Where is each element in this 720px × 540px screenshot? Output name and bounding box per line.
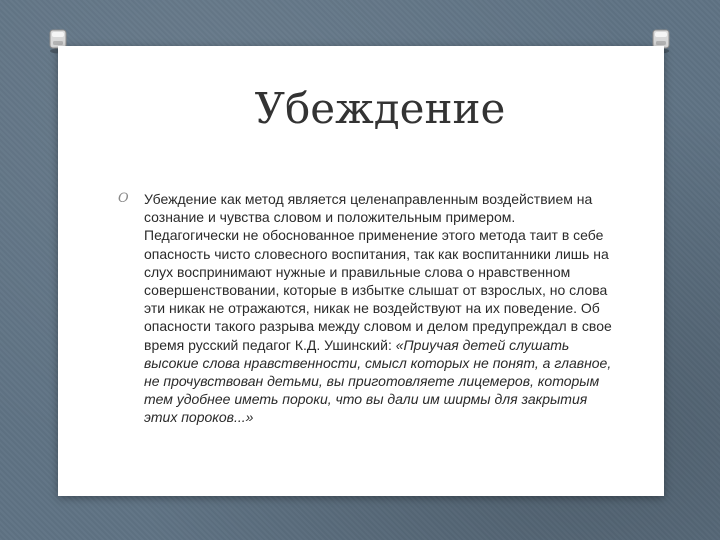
body-text: Убеждение как метод является целенаправленным воздействием на сознание и чувства словом и положительным примером. Педагогически не обоснованное применение этого метода таит в себе опасность чисто словесного воспитания, так как воспитанники лишь на слух воспринимают нужные и правильные слова о нравственном совершенствовании, которые в избытке слышат от взрослых, но слова эти никак не отражаются, никак не воздействуют на их поведение. Об опасности такого разрыва между словом и делом предупреждал в свое время русский педагог К.Д. Ушинский: bbox=[144, 191, 612, 353]
slide-title: Убеждение bbox=[254, 84, 506, 133]
bullet-text bbox=[144, 190, 614, 427]
bullet-marker-icon: O bbox=[118, 191, 129, 206]
quote-text: «Приучая детей слушать высокие слова нравственности, смысл которых не понят, а главное, не прочувствован детьми, вы приготовляете лицемеров, которым тем удобнее иметь пороки, что вы дали им ширмы для закрытия этих пороков...» bbox=[144, 336, 612, 426]
